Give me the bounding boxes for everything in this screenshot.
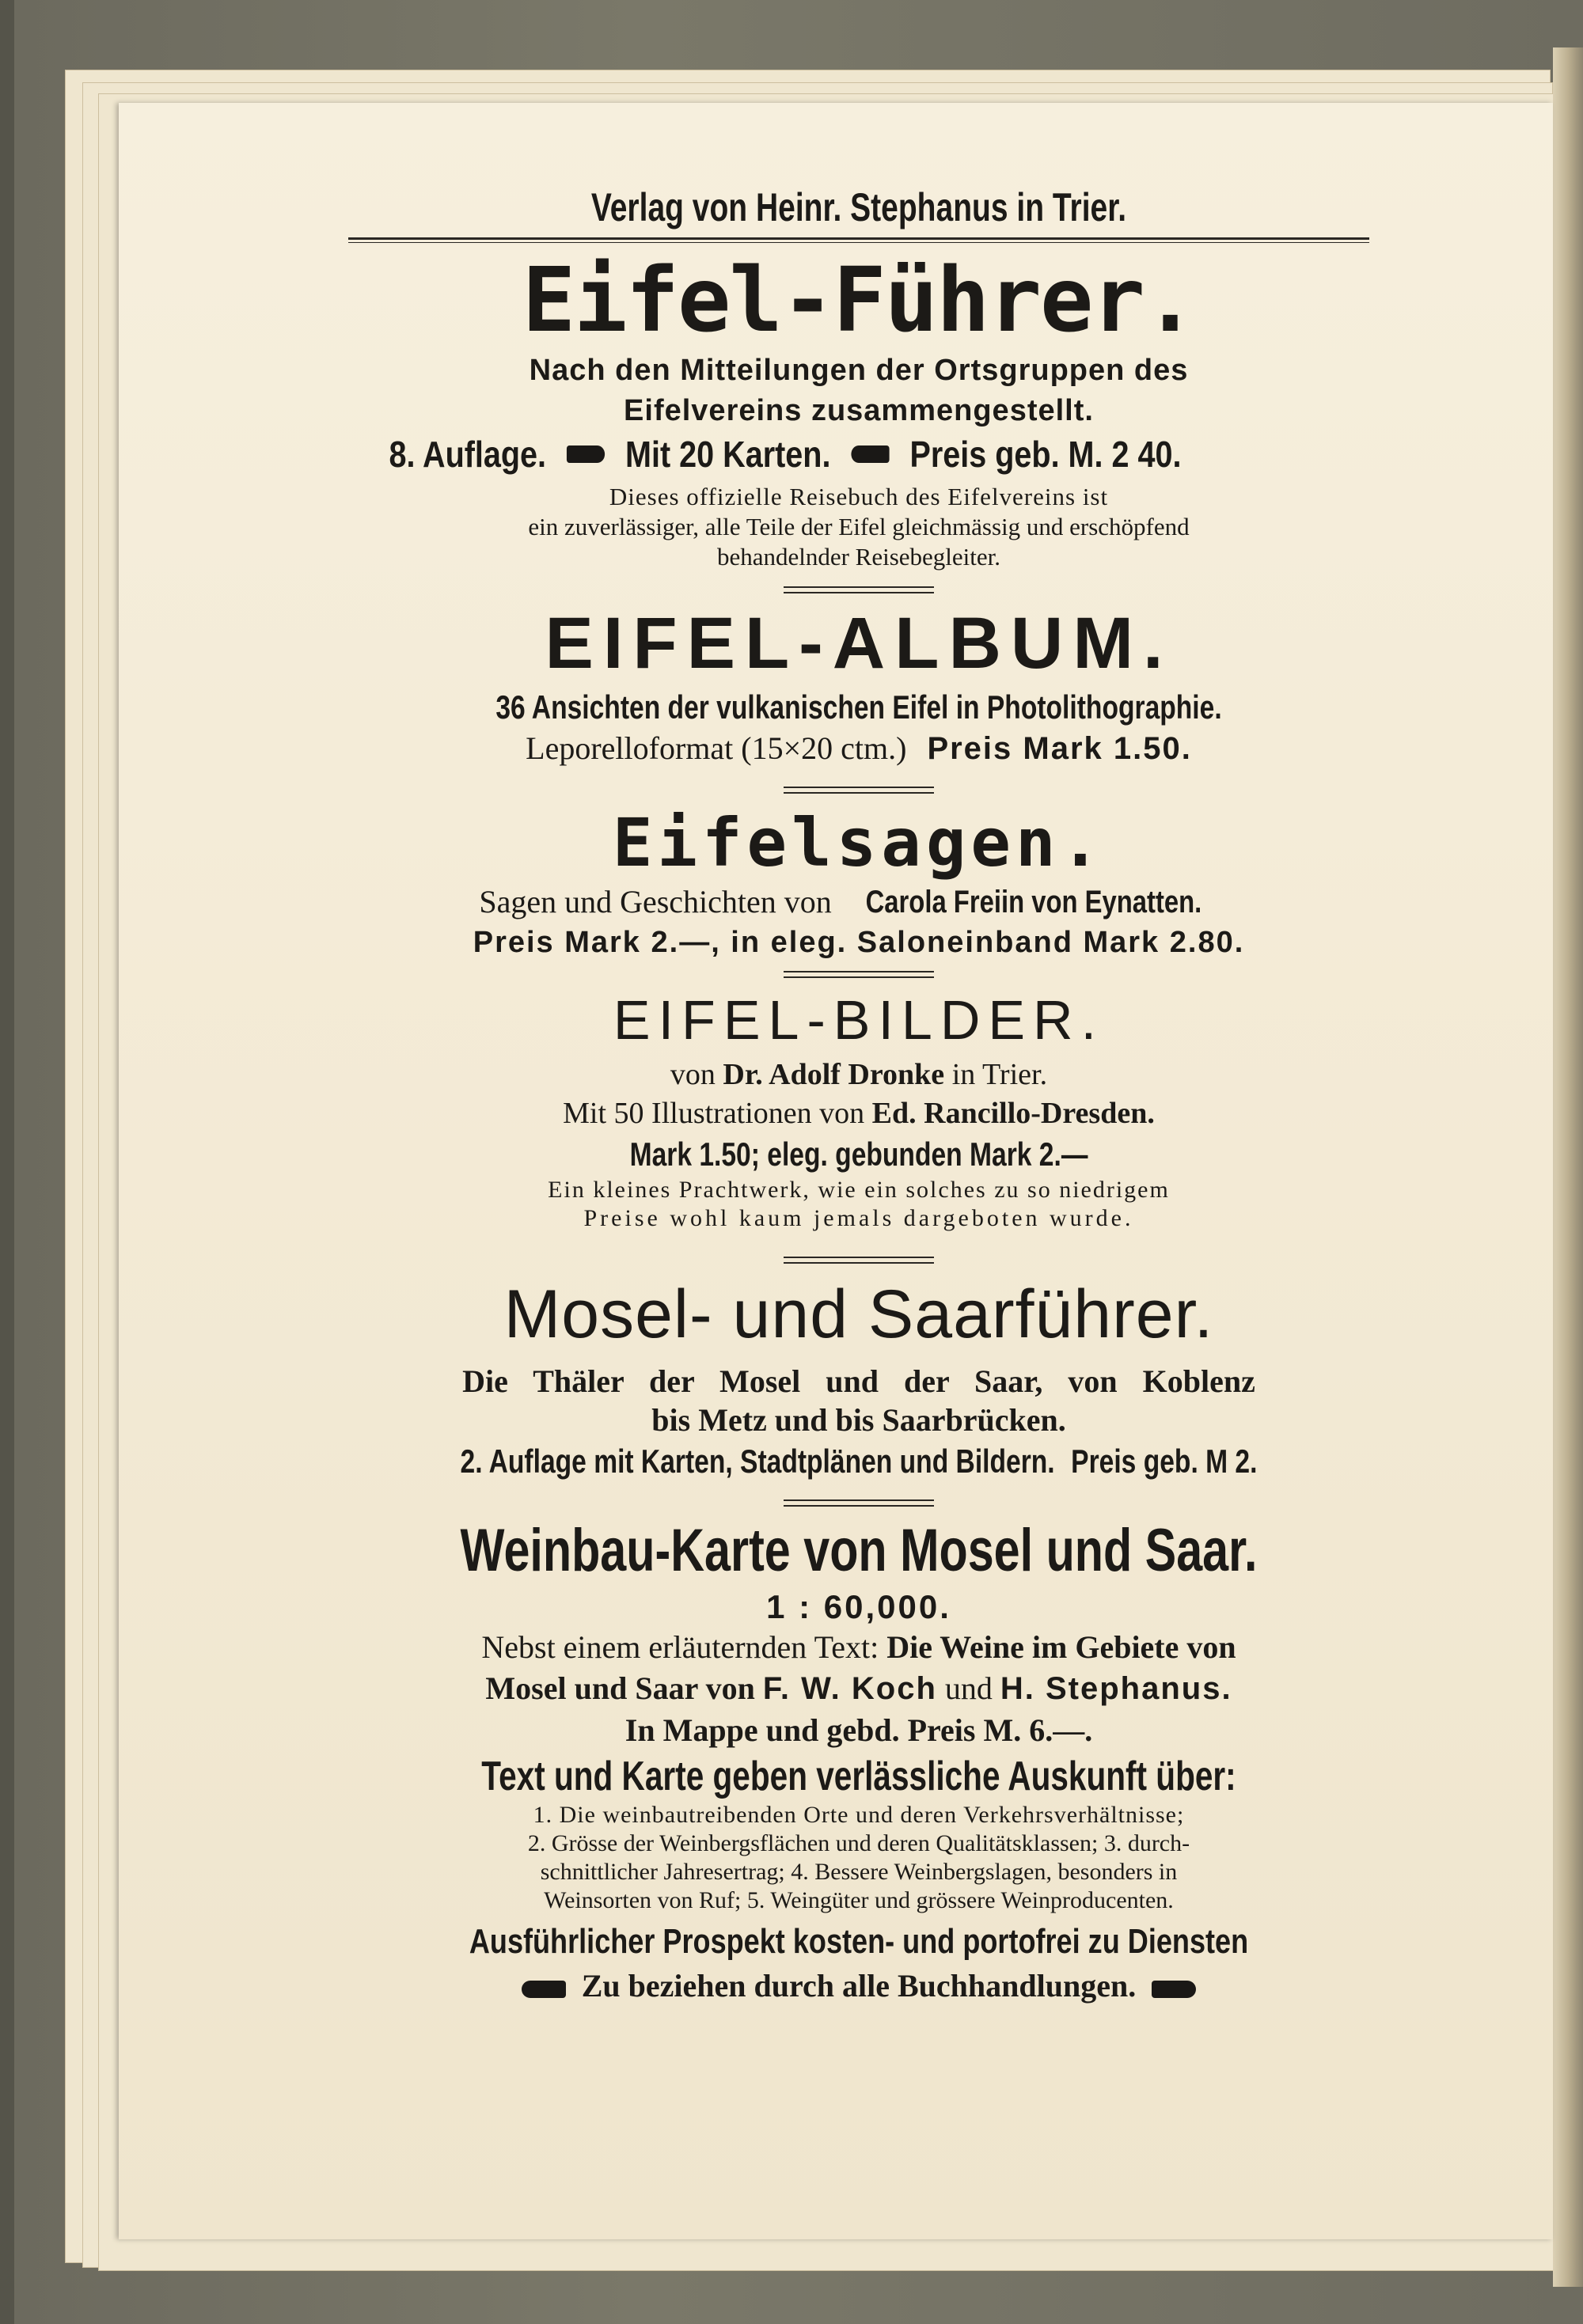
mosel-saar-edition-row [438,1439,1280,1484]
author-koch: F. W. Koch [762,1671,937,1706]
eifel-fuehrer-subtitle: Nach den Mitteilungen der Ortsgruppen des [529,354,1189,387]
mosel-saar-edition: 2. Auflage mit Karten, Stadtplänen und Bildern. [460,1443,1055,1480]
section-divider [784,586,934,593]
header-rule [348,237,1369,243]
eifel-album-title: EIFEL-ALBUM. [545,603,1173,684]
weinbau-prospekt: Ausführlicher Prospekt kosten- und portofrei zu Diensten [469,1922,1249,1961]
maps-label: Mit 20 Karten. [625,434,831,475]
eifel-album-format-row [332,728,1385,769]
eifelsagen-title: Eifelsagen. [612,804,1106,881]
facing-page-edge [1553,47,1583,2287]
mosel-saar-description: bis Metz und bis Saarbrücken. [651,1402,1066,1438]
price-label: Preis geb. M. 2 40. [909,434,1182,475]
album-price: Preis Mark 1.50. [927,731,1192,766]
section-divider [784,1499,934,1507]
pointing-hand-icon [522,1981,566,1998]
weinbau-authors-row [332,1668,1385,1709]
author-prefix: von [670,1058,716,1091]
author-name: Dr. Adolf Dronke [723,1058,945,1091]
eifel-album-description: 36 Ansichten der vulkanischen Eifel in Photolithographie. [495,688,1222,726]
pointing-hand-icon [567,445,605,463]
eifel-fuehrer-title: Eifel-Führer. [522,249,1196,352]
weinbau-bezug: Zu beziehen durch alle Buchhandlungen. [581,1968,1137,2004]
weinbau-text-row [332,1627,1385,1668]
weinbau-text: Nebst einem erläuternden Text: [481,1629,879,1665]
mosel-saar-price: Preis geb. M 2. [1071,1443,1258,1480]
section-divider [784,971,934,978]
format-label: Leporelloformat (15×20 ctm.) [526,730,907,766]
eifelsagen-price: Preis Mark 2.—, in eleg. Saloneinband Mark 2.80. [473,926,1245,959]
eifel-bilder-title: EIFEL-BILDER. [613,989,1105,1051]
eifel-fuehrer-description: ein zuverlässiger, alle Teile der Eifel gleichmässig und erschöpfend [528,513,1190,540]
eifel-bilder-author-row [332,1056,1385,1094]
illustrator-name: Ed. Rancillo-Dresden. [871,1097,1155,1130]
pointing-hand-icon [1152,1981,1196,1998]
weinbau-list: 1. Die weinbautreibenden Orte und deren Verkehrsverhältnisse; [533,1802,1185,1828]
mosel-saar-description: Die Thäler der Mosel und der Saar, von Koblenz [462,1363,1255,1399]
eifel-bilder-price: Mark 1.50; eleg. gebunden Mark 2.— [629,1135,1088,1173]
eifel-fuehrer-edition-row [389,431,1181,477]
eifel-fuehrer-description: Dieses offizielle Reisebuch des Eifelvereins ist [609,483,1109,510]
eifelsagen-author-row [332,882,1385,922]
eifel-fuehrer-description: behandelnder Reisebegleiter. [716,543,1001,571]
author-place: in Trier. [951,1058,1048,1091]
edition-label: 8. Auflage. [389,434,547,475]
publisher-heading: Verlag von Heinr. Stephanus in Trier. [590,185,1127,229]
eifelsagen-author: Carola Freiin von Eynatten. [865,885,1202,919]
weinbau-scale: 1 : 60,000. [766,1588,951,1625]
weinbau-price: In Mappe und gebd. Preis M. 6.—. [624,1712,1093,1748]
eifel-bilder-illustrations-row [332,1094,1385,1133]
weinbau-list: 2. Grösse der Weinbergsflächen und deren Qualitätsklassen; 3. durch- [527,1830,1190,1856]
author-stephanus: H. Stephanus. [1000,1671,1232,1706]
eifel-fuehrer-subtitle: Eifelvereins zusammengestellt. [624,394,1094,427]
eifel-bilder-description: Ein kleines Prachtwerk, wie ein solches zu so niedrigem [548,1177,1170,1203]
weinbau-bezug-row [332,1966,1385,2007]
section-divider [784,1257,934,1264]
eifel-bilder-description: Preise wohl kaum jemals dargeboten wurde. [583,1205,1134,1231]
author-conjunction: und [944,1670,993,1706]
weinbau-list: schnittlicher Jahresertrag; 4. Bessere Weinbergslagen, besonders in [540,1859,1178,1885]
weinbau-text-title: Mosel und Saar von [485,1670,755,1706]
weinbau-heading: Text und Karte geben verlässliche Auskunft über: [481,1753,1236,1799]
weinbau-text-title: Die Weine im Gebiete von [886,1629,1236,1665]
eifelsagen-subtitle: Sagen und Geschichten von [479,884,832,919]
pointing-hand-icon [851,445,889,463]
section-divider [784,787,934,794]
illustrations-label: Mit 50 Illustrationen von [563,1097,865,1130]
weinbau-list: Weinsorten von Ruf; 5. Weingüter und grössere Weinproducenten. [544,1887,1174,1913]
advertisement-content [332,174,1385,2007]
weinbau-title: Weinbau-Karte von Mosel und Saar. [460,1517,1258,1584]
mosel-saar-title: Mosel- und Saarführer. [503,1276,1214,1352]
